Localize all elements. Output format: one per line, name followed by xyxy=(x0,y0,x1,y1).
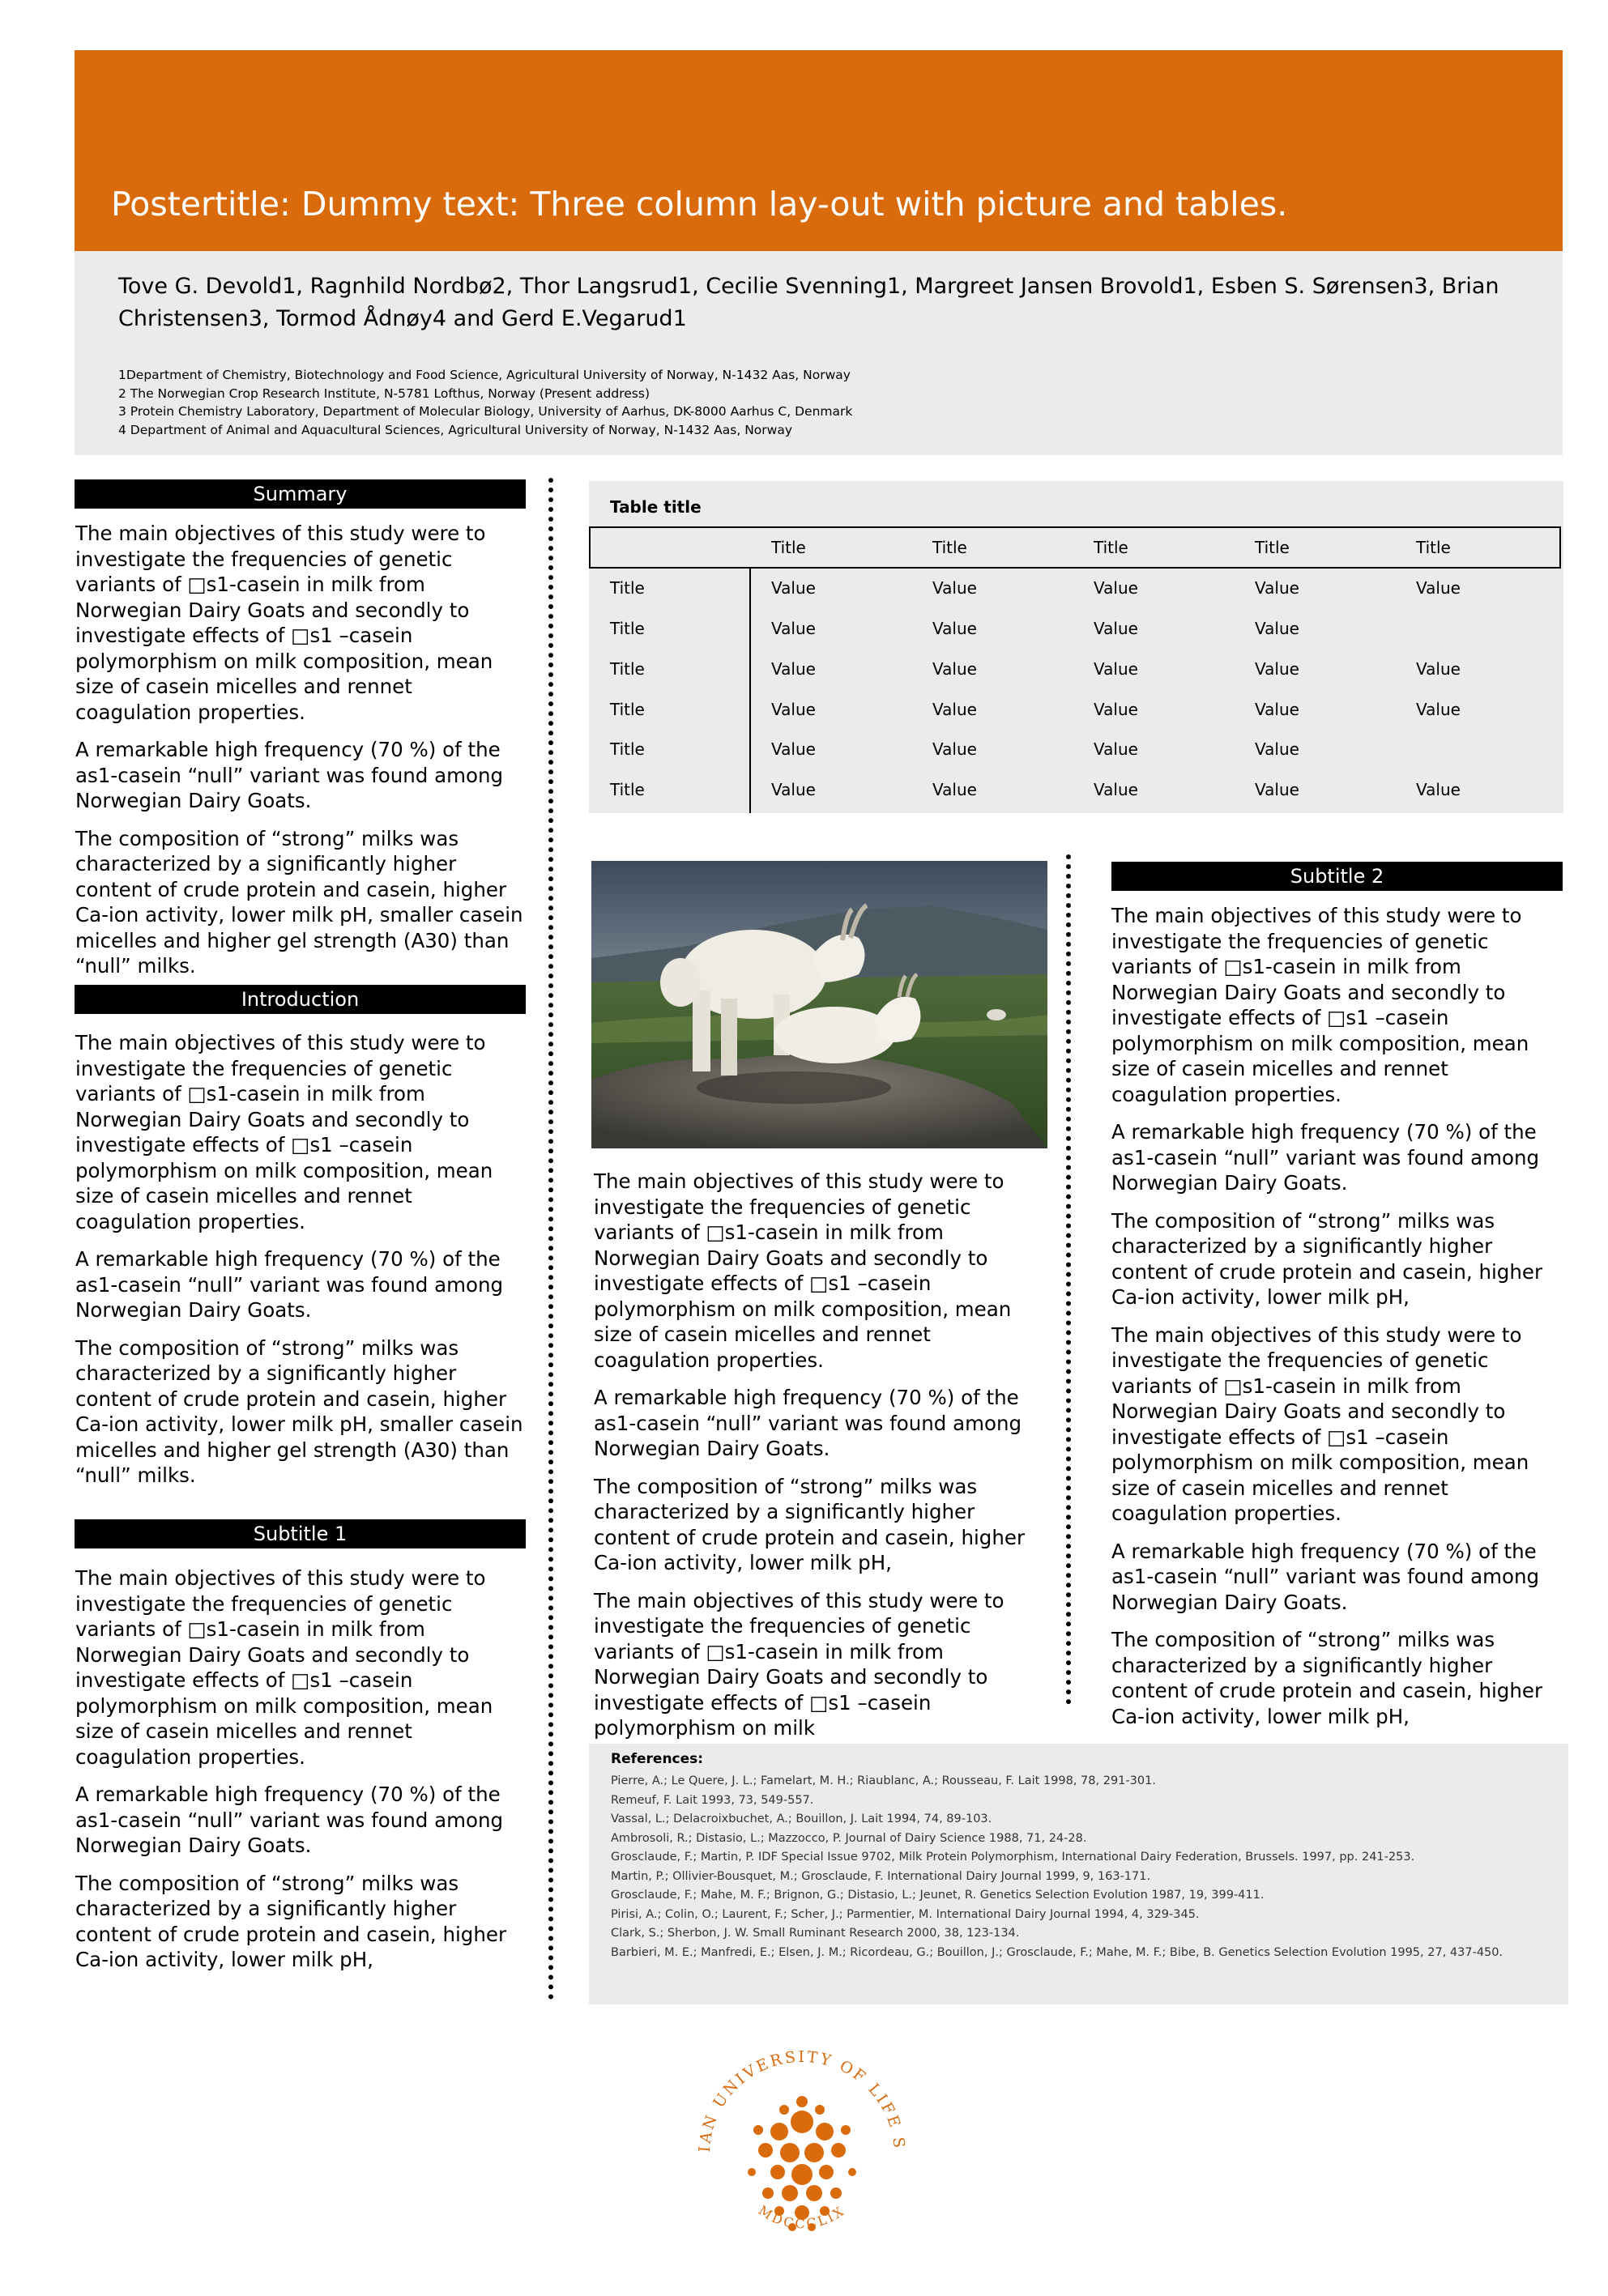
poster-title: Postertitle: Dummy text: Three column lay-out with picture and tables. xyxy=(111,185,1288,224)
summary-heading: Summary xyxy=(75,479,526,509)
introduction-text xyxy=(75,1030,529,1501)
logo-dot xyxy=(841,2125,851,2135)
right-paragraph-1: The main objectives of this study were to investigate the frequencies of genetic variants of □s1-casein in milk from Norwegian Dairy Goats and secondly to investigate effects of □s1 –casein polymorphism on milk composition, mean size of casein micelles and rennet coagulation properties. xyxy=(1111,904,1529,1106)
table-cell: Value xyxy=(1255,659,1299,679)
table-cell: Value xyxy=(1094,700,1138,719)
table-cell: Value xyxy=(1255,578,1299,598)
logo-dot xyxy=(806,2185,822,2201)
affiliation-3: 3 Protein Chemistry Laboratory, Department of Molecular Biology, University of Aarhus, DK-8000 Aarhus C, Denmark xyxy=(118,404,853,420)
logo-dot xyxy=(758,2143,773,2158)
table-cell: Value xyxy=(932,619,977,638)
row-header: Title xyxy=(610,739,645,759)
row-header: Title xyxy=(610,659,645,679)
row-header: Title xyxy=(610,578,645,598)
reference-item: Grosclaude, F.; Martin, P. IDF Special Issue 9702, Milk Protein Polymorphism, International Dairy Federation, Brussels. 1997, pp. 241-253. xyxy=(611,1851,1415,1864)
table-cell: Value xyxy=(771,739,816,759)
table-cell: Value xyxy=(1255,700,1299,719)
reference-item: Barbieri, M. E.; Manfredi, E.; Elsen, J. M.; Ricordeau, G.; Bouillon, J.; Grosclaude, F.; Mahe, M. F.; Bibe, B. Genetics Selection Evolution 1995, 27, 437-450. xyxy=(611,1945,1504,1959)
logo-dot xyxy=(791,2164,813,2185)
table-cell: Value xyxy=(932,578,977,598)
logo-dot xyxy=(831,2143,846,2158)
logo-dot xyxy=(816,2123,834,2141)
logo-dot xyxy=(804,2143,824,2162)
reference-item: Pierre, A.; Le Quere, J. L.; Famelart, M. H.; Riaublanc, A.; Rousseau, F. Lait 1998, 78, 291-301. xyxy=(611,1774,1156,1787)
right-column-text xyxy=(1111,903,1565,1741)
logo-dot xyxy=(753,2125,763,2135)
logo-dot xyxy=(830,2187,842,2199)
middle-paragraph-1: The main objectives of this study were to investigate the frequencies of genetic variants of □s1-casein in milk from Norwegian Dairy Goats and secondly to investigate effects of □s1 –casein polymorphism on milk composition, mean size of casein micelles and rennet coagulation properties. xyxy=(594,1169,1012,1372)
goat-photo xyxy=(591,861,1047,1148)
subtitle1-heading: Subtitle 1 xyxy=(75,1519,526,1548)
logo-ring-text: IAN UNIVERSITY OF LIFE S xyxy=(695,2047,909,2153)
column-header: Title xyxy=(1255,538,1290,557)
table-cell: Value xyxy=(1255,619,1299,638)
reference-item: Pirisi, A.; Colin, O.; Laurent, F.; Scher, J.; Parmentier, M. International Dairy Journal 1994, 4, 329-345. xyxy=(611,1907,1200,1921)
row-header: Title xyxy=(610,700,645,719)
reference-item: Clark, S.; Sherbon, J. W. Small Ruminant Research 2000, 38, 123-134. xyxy=(611,1927,1020,1940)
reference-item: Remeuf, F. Lait 1993, 73, 549-557. xyxy=(611,1793,814,1807)
table-title: Table title xyxy=(610,497,702,517)
table-cell: Value xyxy=(771,700,816,719)
middle-column-text xyxy=(594,1169,1047,1753)
table-cell: Value xyxy=(1416,578,1461,598)
logo-dot xyxy=(762,2187,774,2199)
logo-dot xyxy=(770,2165,785,2179)
reference-item: Vassal, L.; Delacroixbuchet, A.; Bouillon, J. Lait 1994, 74, 89-103. xyxy=(611,1813,992,1825)
right-paragraph-2: A remarkable high frequency (70 %) of the as1-casein “null” variant was found among Norwegian Dairy Goats. xyxy=(1111,1120,1540,1195)
table-cell: Value xyxy=(1094,780,1138,799)
logo-motto: MDCCCLIX xyxy=(755,2202,849,2232)
affiliations xyxy=(118,366,1528,440)
logo-dot xyxy=(748,2168,756,2176)
introduction-paragraph-2: A remarkable high frequency (70 %) of the as1-casein “null” variant was found among Norwegian Dairy Goats. xyxy=(75,1247,504,1322)
introduction-heading: Introduction xyxy=(75,985,526,1014)
right-paragraph-4: The main objectives of this study were to investigate the frequencies of genetic variants of □s1-casein in milk from Norwegian Dairy Goats and secondly to investigate effects of □s1 –casein polymorphism on milk composition, mean size of casein micelles and rennet coagulation properties. xyxy=(1111,1323,1529,1525)
right-paragraph-3: The composition of “strong” milks was characterized by a significantly higher content of crude protein and casein, higher Ca-ion activity, lower milk pH, xyxy=(1111,1208,1543,1309)
table-cell: Value xyxy=(771,578,816,598)
table-cell: Value xyxy=(932,700,977,719)
table-cell: Value xyxy=(1416,780,1461,799)
logo-dot xyxy=(780,2143,800,2162)
table-cell: Value xyxy=(771,619,816,638)
subtitle1-paragraph-1: The main objectives of this study were to investigate the frequencies of genetic variants of □s1-casein in milk from Norwegian Dairy Goats and secondly to investigate effects of □s1 –casein polymorphism on milk composition, mean size of casein micelles and rennet coagulation properties. xyxy=(75,1566,493,1769)
table-cell: Value xyxy=(771,659,816,679)
logo-dot xyxy=(770,2123,788,2141)
table-cell: Value xyxy=(1416,700,1461,719)
affiliation-2: 2 The Norwegian Crop Research Institute, N-5781 Lofthus, Norway (Present address) xyxy=(118,386,650,401)
summary-paragraph-3: The composition of “strong” milks was characterized by a significantly higher content of crude protein and casein, higher Ca-ion activity, lower milk pH, smaller casein micelles and higher gel strength (A30) than “null” milks. xyxy=(75,826,523,978)
logo-dot xyxy=(819,2165,834,2179)
reference-item: Martin, P.; Ollivier-Bousquet, M.; Grosclaude, F. International Dairy Journal 1999, 9, 163-171. xyxy=(611,1869,1151,1883)
logo-dot xyxy=(848,2168,856,2176)
logo-dot xyxy=(815,2105,825,2115)
affiliation-4: 4 Department of Animal and Aquacultural Sciences, Agricultural University of Norway, N-1432 Aas, Norway xyxy=(118,423,792,438)
references-title: References: xyxy=(611,1751,704,1767)
subtitle1-paragraph-3: The composition of “strong” milks was characterized by a significantly higher content of crude protein and casein, higher Ca-ion activity, lower milk pH, xyxy=(75,1871,507,1971)
column-separator-right xyxy=(1066,854,1071,1705)
introduction-paragraph-3: The composition of “strong” milks was characterized by a significantly higher content of crude protein and casein, higher Ca-ion activity, lower milk pH, smaller casein micelles and higher gel strength (A30) than “null” milks. xyxy=(75,1335,523,1487)
logo-dot xyxy=(779,2105,789,2115)
column-header: Title xyxy=(1416,538,1451,557)
table-cell: Value xyxy=(932,780,977,799)
summary-paragraph-2: A remarkable high frequency (70 %) of the as1-casein “null” variant was found among Norwegian Dairy Goats. xyxy=(75,738,504,812)
table-cell: Value xyxy=(1094,739,1138,759)
right-paragraph-6: The composition of “strong” milks was characterized by a significantly higher content of crude protein and casein, higher Ca-ion activity, lower milk pH, xyxy=(1111,1628,1543,1728)
column-separator-left xyxy=(548,478,553,2000)
subtitle1-text xyxy=(75,1565,529,1985)
table-cell: Value xyxy=(1094,619,1138,638)
logo-dot xyxy=(796,2096,808,2107)
summary-paragraph-1: The main objectives of this study were to investigate the frequencies of genetic variants of □s1-casein in milk from Norwegian Dairy Goats and secondly to investigate effects of □s1 –casein polymorphism on milk composition, mean size of casein micelles and rennet coagulation properties. xyxy=(75,522,493,724)
column-header: Title xyxy=(932,538,967,557)
university-logo xyxy=(680,2033,923,2276)
table-cell: Value xyxy=(1094,578,1138,598)
introduction-paragraph-1: The main objectives of this study were to investigate the frequencies of genetic variants of □s1-casein in milk from Norwegian Dairy Goats and secondly to investigate effects of □s1 –casein polymorphism on milk composition, mean size of casein micelles and rennet coagulation properties. xyxy=(75,1031,493,1233)
column-header: Title xyxy=(771,538,806,557)
table-cell: Value xyxy=(932,659,977,679)
middle-paragraph-3: The composition of “strong” milks was characterized by a significantly higher content of crude protein and casein, higher Ca-ion activity, lower milk pH, xyxy=(594,1474,1026,1574)
reference-item: Ambrosoli, R.; Distasio, L.; Mazzocco, P. Journal of Dairy Science 1988, 71, 24-28. xyxy=(611,1831,1087,1845)
table-cell: Value xyxy=(1255,780,1299,799)
logo-dot xyxy=(791,2111,813,2133)
row-header: Title xyxy=(610,780,645,799)
middle-paragraph-2: A remarkable high frequency (70 %) of the as1-casein “null” variant was found among Norwegian Dairy Goats. xyxy=(594,1386,1022,1460)
table-cell: Value xyxy=(932,739,977,759)
subtitle1-paragraph-2: A remarkable high frequency (70 %) of the as1-casein “null” variant was found among Norwegian Dairy Goats. xyxy=(75,1783,504,1857)
table-row-header-divider xyxy=(749,567,751,813)
middle-paragraph-4: The main objectives of this study were to investigate the frequencies of genetic variants of □s1-casein in milk from Norwegian Dairy Goats and secondly to investigate effects of □s1 –casein polymorphism on milk xyxy=(594,1588,1004,1740)
reference-list xyxy=(611,1772,1559,1962)
author-list: Tove G. Devold1, Ragnhild Nordbø2, Thor Langsrud1, Cecilie Svenning1, Margreet Jansen Brovold1, Esben S. Sørensen3, Brian Christensen3, Tormod Ådnøy4 and Gerd E.Vegarud1 xyxy=(118,274,1499,331)
table-cell: Value xyxy=(771,780,816,799)
table-cell: Value xyxy=(1094,659,1138,679)
table-cell: Value xyxy=(1416,659,1461,679)
affiliation-1: 1Department of Chemistry, Biotechnology and Food Science, Agricultural University of Norway, N-1432 Aas, Norway xyxy=(118,368,851,382)
column-header: Title xyxy=(1094,538,1128,557)
summary-text xyxy=(75,521,529,991)
row-header: Title xyxy=(610,619,645,638)
subtitle2-heading: Subtitle 2 xyxy=(1111,862,1563,891)
table-cell: Value xyxy=(1255,739,1299,759)
reference-item: Grosclaude, F.; Mahe, M. F.; Brignon, G.; Distasio, L.; Jeunet, R. Genetics Selection Evolution 1987, 19, 399-411. xyxy=(611,1889,1265,1902)
logo-dot xyxy=(782,2185,798,2201)
table-header-row xyxy=(589,526,1561,569)
right-paragraph-5: A remarkable high frequency (70 %) of the as1-casein “null” variant was found among Norwegian Dairy Goats. xyxy=(1111,1539,1540,1614)
